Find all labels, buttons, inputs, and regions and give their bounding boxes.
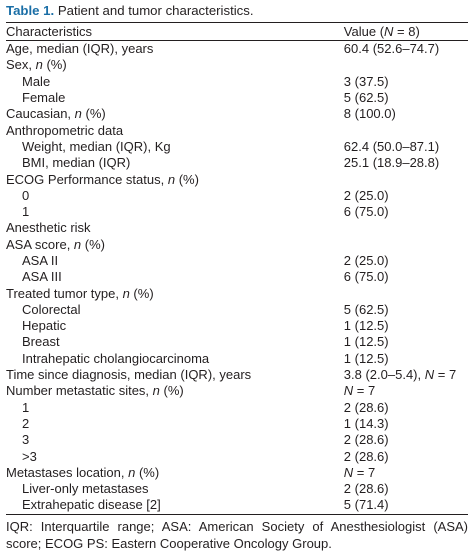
row-label: ECOG Performance status, n (%) <box>6 171 199 187</box>
table-row <box>6 41 468 58</box>
row-label: ASA III <box>22 269 62 285</box>
table-caption-text: Patient and tumor characteristics. <box>57 3 254 18</box>
row-value <box>344 237 468 253</box>
row-value: 2 (25.0) <box>343 253 389 268</box>
patient-characteristics-table <box>6 22 468 515</box>
table-row <box>6 497 468 514</box>
header-characteristics: Characteristics <box>6 23 92 39</box>
row-value: 5 (71.4) <box>343 497 389 513</box>
row-value: 6 (75.0) <box>343 269 389 285</box>
row-label: Intrahepatic cholangiocarcinoma <box>22 350 210 366</box>
row-label: Male <box>22 73 51 89</box>
row-value: 5 (62.5) <box>343 90 389 106</box>
table-row <box>6 253 468 269</box>
row-label: Metastases location, n (%) <box>6 464 160 480</box>
row-label: 0 <box>22 187 30 203</box>
table-row <box>6 204 468 220</box>
row-label: ASA II <box>22 253 59 268</box>
row-value: 2 (25.0) <box>343 187 389 203</box>
row-label: Anesthetic risk <box>6 220 91 236</box>
table-row <box>6 106 468 122</box>
table-row <box>6 285 468 301</box>
table-row <box>6 351 468 367</box>
table-row <box>6 122 468 138</box>
row-label: Liver-only metastases <box>22 481 149 497</box>
row-value: N = 7 <box>343 383 376 399</box>
row-value: 62.4 (50.0–87.1) <box>343 138 440 154</box>
row-value: 60.4 (52.6–74.7) <box>343 41 440 57</box>
row-label: Sex, n (%) <box>6 57 67 73</box>
row-value: 5 (62.5) <box>343 301 389 317</box>
row-label: Hepatic <box>22 318 67 334</box>
row-value: 3.8 (2.0–5.4), N = 7 <box>343 367 457 383</box>
row-value: N = 7 <box>343 464 376 480</box>
row-label: Treated tumor type, n (%) <box>6 285 154 301</box>
header-value: Value (N = 8) <box>343 23 420 39</box>
row-label: 1 <box>22 204 30 220</box>
row-value: 1 (14.3) <box>343 415 389 431</box>
row-label: Caucasian, n (%) <box>6 106 106 122</box>
table-row <box>6 220 468 236</box>
row-value <box>344 171 468 187</box>
table-row <box>6 237 468 253</box>
table-row <box>6 383 468 399</box>
row-label: Colorectal <box>22 301 81 317</box>
table-footnote <box>6 518 468 552</box>
row-label: Time since diagnosis, median (IQR), years <box>6 367 252 383</box>
table-row <box>6 302 468 318</box>
table-row <box>6 481 468 497</box>
row-value: 25.1 (18.9–28.8) <box>343 155 440 171</box>
footnote-line-1: IQR: Interquartile range; ASA: American Society of Anesthesiologist (ASA) <box>6 518 468 534</box>
row-label: Breast <box>22 334 60 350</box>
row-label: >3 <box>22 448 37 464</box>
row-label: BMI, median (IQR) <box>22 155 131 171</box>
table-row <box>6 74 468 90</box>
table-row <box>6 416 468 432</box>
table-row <box>6 367 468 383</box>
table-row <box>6 334 468 350</box>
row-value: 6 (75.0) <box>343 204 389 220</box>
row-label: 2 <box>22 415 30 431</box>
row-label: Age, median (IQR), years <box>6 41 154 57</box>
table-row <box>6 400 468 416</box>
row-value <box>344 122 468 138</box>
row-value: 8 (100.0) <box>343 106 396 122</box>
row-label: ASA score, n (%) <box>6 236 105 252</box>
table-row <box>6 188 468 204</box>
table-row <box>6 90 468 106</box>
table-row <box>6 432 468 448</box>
row-value <box>344 57 468 73</box>
row-label: Extrahepatic disease [2] <box>22 497 161 513</box>
row-label: Number metastatic sites, n (%) <box>6 383 184 399</box>
table-row <box>6 57 468 73</box>
row-value: 2 (28.6) <box>343 399 389 415</box>
row-label: Anthropometric data <box>6 122 124 138</box>
row-label: Weight, median (IQR), Kg <box>22 138 171 154</box>
row-value: 2 (28.6) <box>343 432 389 448</box>
table-row <box>6 448 468 464</box>
table-header-row <box>6 23 468 41</box>
row-label: 1 <box>22 399 30 415</box>
row-label: 3 <box>22 432 30 448</box>
table-caption-label: Table 1. <box>6 3 55 18</box>
row-value: 1 (12.5) <box>343 334 389 350</box>
table-row <box>6 465 468 481</box>
row-value: 1 (12.5) <box>343 318 389 334</box>
table-row <box>6 139 468 155</box>
row-value <box>344 220 468 236</box>
table-body <box>6 41 468 515</box>
table-row <box>6 155 468 171</box>
row-value: 1 (12.5) <box>343 350 389 366</box>
row-label: Female <box>22 90 66 106</box>
table-row <box>6 171 468 187</box>
table-caption <box>6 2 468 22</box>
row-value: 3 (37.5) <box>343 73 389 89</box>
row-value <box>344 285 468 301</box>
table-row <box>6 269 468 285</box>
row-value: 2 (28.6) <box>343 481 389 497</box>
table-row <box>6 318 468 334</box>
footnote-line-2: score; ECOG PS: Eastern Cooperative Oncology Group. <box>6 535 332 551</box>
row-value: 2 (28.6) <box>343 448 389 464</box>
